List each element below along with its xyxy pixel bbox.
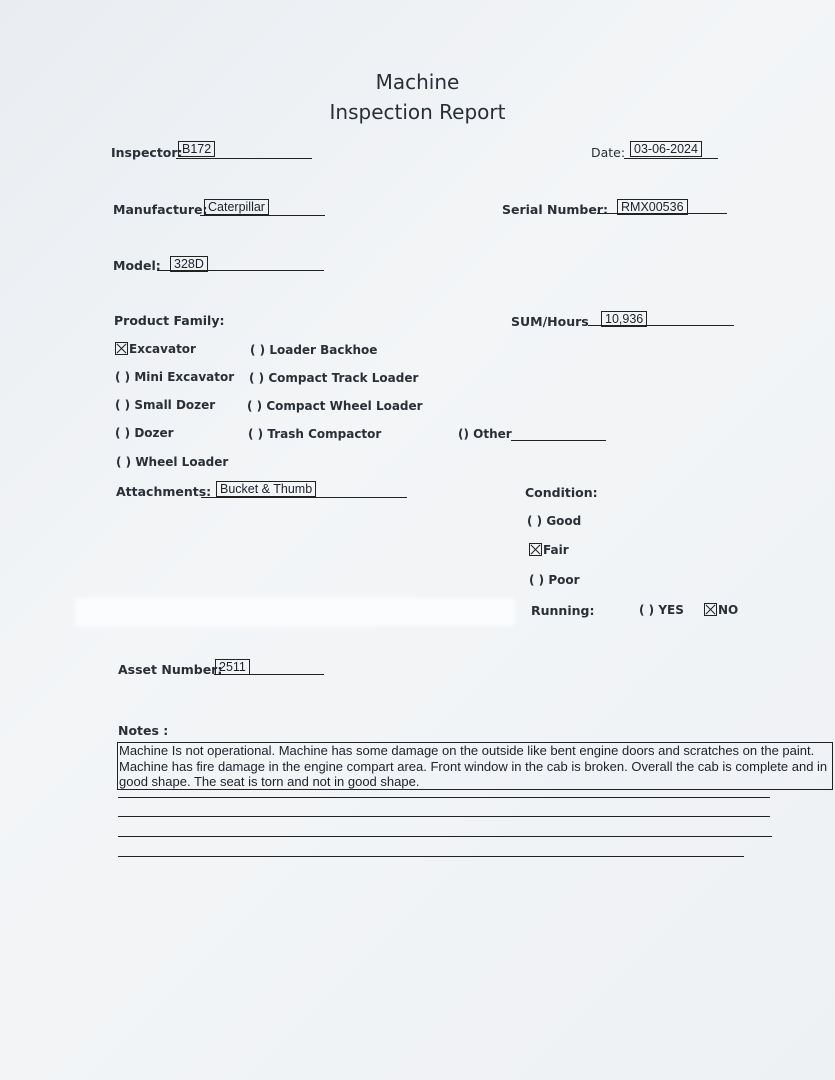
running-no-label: NO [718,603,739,617]
product-family-label: Product Family: [114,313,225,328]
model-field[interactable]: 328D [170,256,208,272]
option-compact-track-loader[interactable]: ( ) Compact Track Loader [249,371,419,385]
notes-field[interactable]: Machine Is not operational. Machine has some damage on the outside like bent engine doors and scratches on the paint. Machine has fire damage in the engine compart area. Front window in the cab is broken. Overall the cab is complete and in good shape. The seat is torn and not in good shape. [117,742,833,790]
option-dozer[interactable]: ( ) Dozer [115,426,174,440]
redacted-area [75,598,515,626]
option-compact-wheel-loader[interactable]: ( ) Compact Wheel Loader [247,399,423,413]
running-yes[interactable]: ( ) YES [639,603,684,617]
serial-number-field[interactable]: RMX00536 [617,199,688,215]
notes-line-1 [118,797,770,798]
manufacture-underline [200,215,325,216]
other-underline[interactable] [511,440,606,441]
manufacture-label: Manufacture: [113,202,208,217]
inspector-label: Inspector: [111,145,183,160]
attachments-field[interactable]: Bucket & Thumb [216,481,316,497]
asset-number-label: Asset Number: [118,662,223,677]
condition-label: Condition: [525,485,598,500]
asset-number-field[interactable]: 2511 [215,659,250,675]
option-wheel-loader[interactable]: ( ) Wheel Loader [116,455,229,469]
notes-line-3 [118,836,772,837]
date-underline [624,158,718,159]
option-excavator[interactable] [115,342,196,356]
checked-box-icon [704,603,717,616]
option-trash-compactor[interactable]: ( ) Trash Compactor [248,427,382,441]
notes-label: Notes : [118,723,169,738]
option-loader-backhoe[interactable]: ( ) Loader Backhoe [250,343,378,357]
condition-poor[interactable]: ( ) Poor [529,573,580,587]
report-title-line1: Machine [375,70,460,94]
report-title-line2: Inspection Report [329,100,506,124]
serial-number-label: Serial Number: [502,202,608,217]
date-field[interactable]: 03-06-2024 [630,141,702,157]
notes-line-2 [118,816,770,817]
condition-fair-label: Fair [543,543,569,557]
manufacture-field[interactable]: Caterpillar [204,199,269,215]
notes-line-4 [118,856,744,857]
inspector-underline [176,158,312,159]
option-mini-excavator[interactable]: ( ) Mini Excavator [115,370,235,384]
attachments-label: Attachments: [116,484,212,499]
attachments-underline [201,497,407,498]
running-no[interactable] [704,603,738,617]
condition-fair[interactable] [529,543,569,557]
option-other[interactable]: () Other [458,427,512,441]
condition-good[interactable]: ( ) Good [527,514,582,528]
date-label: Date: [591,145,626,160]
sum-hours-field[interactable]: 10,936 [601,311,647,327]
checked-box-icon [115,342,128,355]
sum-hours-label: SUM/Hours [511,314,589,329]
checked-box-icon [529,543,542,556]
model-label: Model: [113,258,161,273]
running-label: Running: [531,603,595,618]
option-small-dozer[interactable]: ( ) Small Dozer [115,398,216,412]
inspector-field[interactable]: B172 [178,141,215,157]
option-excavator-label: Excavator [129,342,196,356]
